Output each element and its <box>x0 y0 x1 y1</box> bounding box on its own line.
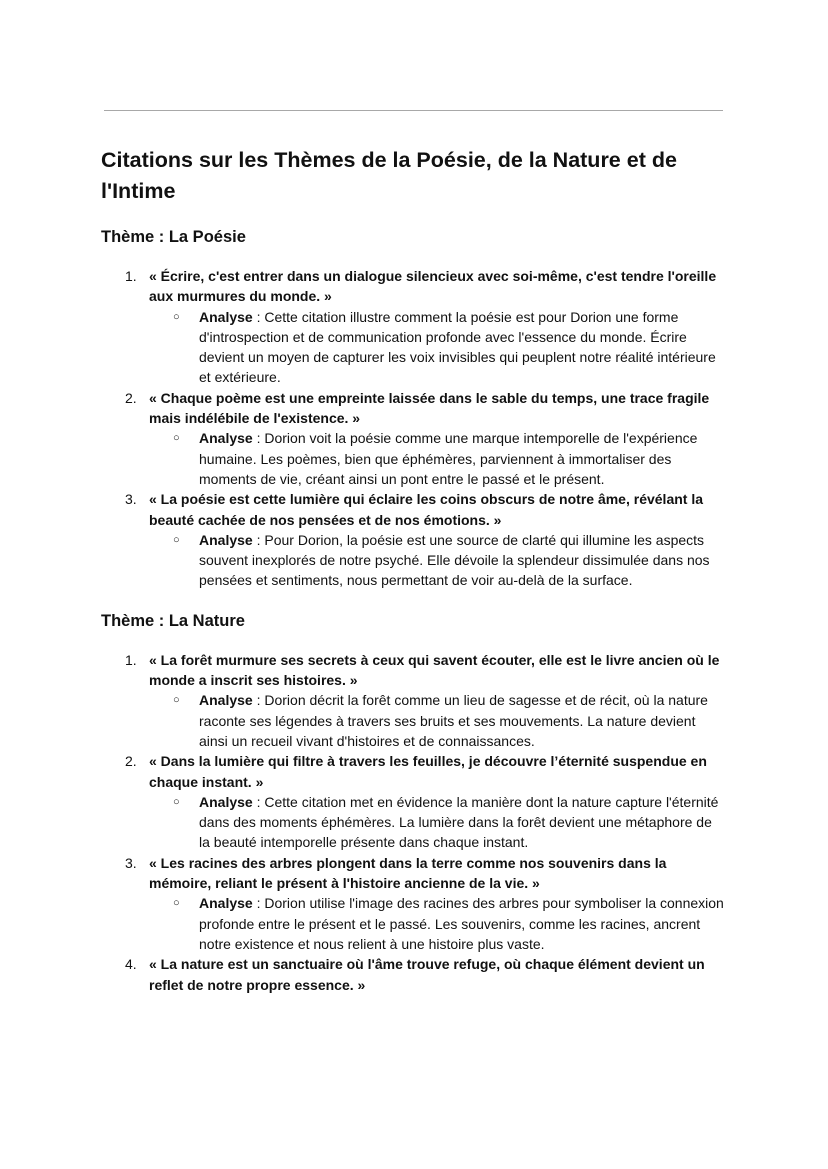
quote-text: « La forêt murmure ses secrets à ceux qui savent écouter, elle est le livre ancien où le monde a inscrit ses histoires. » <box>149 651 720 689</box>
analysis-separator: : <box>252 430 265 447</box>
analysis-text: Cette citation met en évidence la manière dont la nature capture l'éternité dans des moments éphémères. La lumière dans la forêt devient une métaphore de la beauté intemporelle présente dans chaque instant. <box>199 793 719 851</box>
analysis-text: Dorion voit la poésie comme une marque intemporelle de l'expérience humaine. Les poèmes, bien que éphémères, parviennent à immortaliser des moments de vie, créant ainsi un pont entre le passé et le présent. <box>199 430 698 487</box>
list-item <box>101 751 726 852</box>
list-item <box>101 489 726 590</box>
analysis-item <box>149 307 726 388</box>
analysis-label: Analyse <box>199 895 253 912</box>
quote-text: « La poésie est cette lumière qui éclaire les coins obscurs de notre âme, révélant la beauté cachée de nos pensées et de nos émotions. » <box>149 491 704 528</box>
section-heading-poesie: Thème : La Poésie <box>101 228 246 246</box>
hollow-bullet-icon: ○ <box>173 795 180 808</box>
list-number: 1. <box>125 651 137 668</box>
analysis-separator: : <box>252 308 265 325</box>
document-title: Citations sur les Thèmes de la Poésie, de la Nature et de l'Intime <box>101 148 677 203</box>
quote-text: « Écrire, c'est entrer dans un dialogue silencieux avec soi-même, c'est tendre l'oreille aux murmures du monde. » <box>149 268 717 305</box>
list-number: 4. <box>125 956 137 973</box>
list-item <box>101 954 726 995</box>
list-item <box>101 388 726 489</box>
analysis-item <box>149 428 726 489</box>
analysis-item <box>149 893 726 954</box>
analysis-text: Pour Dorion, la poésie est une source de clarté qui illumine les aspects souvent inexplorés de notre psyché. Elle dévoile la splendeur dissimulée dans nos pensées et sentiments, nous permettant de voir au-delà de la surface. <box>199 531 710 589</box>
hollow-bullet-icon: ○ <box>173 310 180 323</box>
list-number: 2. <box>125 389 137 406</box>
list-number: 1. <box>125 268 137 284</box>
document-body <box>101 145 726 995</box>
hollow-bullet-icon: ○ <box>173 694 180 707</box>
quote-text: « Les racines des arbres plongent dans la terre comme nos souvenirs dans la mémoire, reliant le présent à l'histoire ancienne de la vie. » <box>149 854 667 892</box>
list-item <box>101 650 726 751</box>
quote-text: « Chaque poème est une empreinte laissée dans le sable du temps, une trace fragile mais indélébile de l'existence. » <box>149 389 710 427</box>
hollow-bullet-icon: ○ <box>173 897 180 910</box>
analysis-text: Dorion décrit la forêt comme un lieu de sagesse et de récit, où la nature raconte ses légendes à travers ses bruits et ses mouvements. La nature devient ainsi un recueil vivant d'histoires et de connaissances. <box>199 692 708 749</box>
analysis-separator: : <box>252 531 265 548</box>
quote-text: « La nature est un sanctuaire où l'âme trouve refuge, où chaque élément devient un reflet de notre propre essence. » <box>149 956 705 993</box>
quote-list-poesie <box>101 266 726 591</box>
analysis-separator: : <box>252 895 265 912</box>
analysis-separator: : <box>252 793 265 810</box>
analysis-item <box>149 690 726 751</box>
horizontal-rule <box>104 110 723 111</box>
analysis-label: Analyse <box>199 308 253 325</box>
analysis-text: Dorion utilise l'image des racines des arbres pour symboliser la connexion profonde entre le présent et le passé. Les souvenirs, comme les racines, ancrent notre existence et nous relient à une histoire plus vaste. <box>199 895 724 952</box>
hollow-bullet-icon: ○ <box>173 432 180 445</box>
list-item <box>101 266 726 388</box>
analysis-label: Analyse <box>199 793 253 810</box>
quote-text: « Dans la lumière qui filtre à travers les feuilles, je découvre l’éternité suspendue en chaque instant. » <box>149 753 707 790</box>
list-item <box>101 853 726 954</box>
list-number: 3. <box>125 491 137 508</box>
list-number: 2. <box>125 753 137 770</box>
analysis-text: Cette citation illustre comment la poésie est pour Dorion une forme d'introspection et de communication profonde avec l'essence du monde. Écrire devient un moyen de capturer les voix invisibles qui peuplent notre réalité intérieure et extérieure. <box>199 308 716 386</box>
analysis-item <box>149 530 726 591</box>
analysis-separator: : <box>252 692 265 709</box>
list-number: 3. <box>125 854 137 871</box>
analysis-label: Analyse <box>199 430 253 447</box>
analysis-item <box>149 792 726 853</box>
section-heading-nature: Thème : La Nature <box>101 611 245 630</box>
analysis-label: Analyse <box>199 692 253 709</box>
hollow-bullet-icon: ○ <box>173 533 180 546</box>
quote-list-nature <box>101 650 726 995</box>
analysis-label: Analyse <box>199 531 253 548</box>
